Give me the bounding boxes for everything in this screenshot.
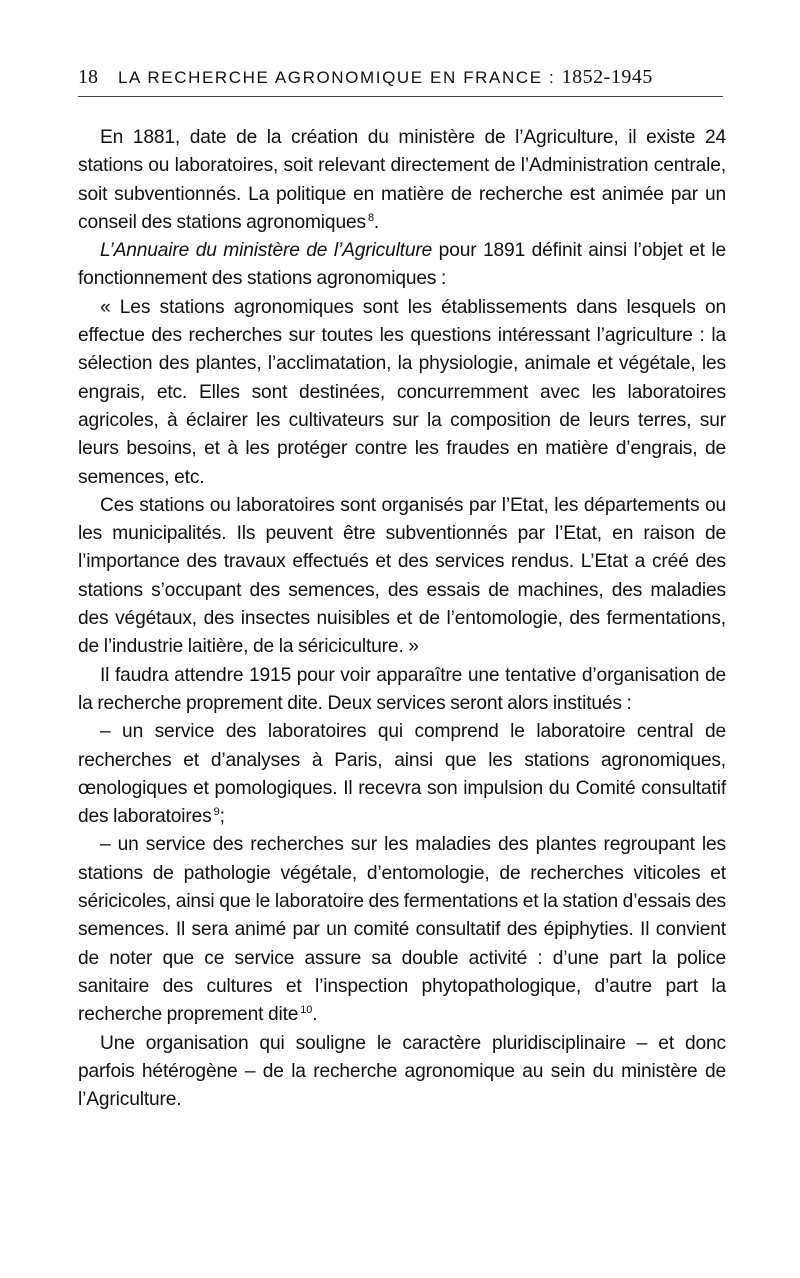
paragraph-1-text: En 1881, date de la création du ministère de l’Agriculture, il existe 24 stations ou laboratoires, soit relevant directement de l’Administration centrale, soit subventionnés. La politique en matière de recherche est animée par un conseil des stations agronomiques: [78, 127, 726, 233]
paragraph-1-end: .: [373, 211, 380, 233]
running-head-title-text: LA RECHERCHE AGRONOMIQUE EN FRANCE :: [118, 68, 562, 87]
paragraph-4-text: Ces stations ou laboratoires sont organisés par l’Etat, les départements ou les municipalités. Ils peuvent être subventionnés par l’Etat, en raison de l’importance des travaux effectués et des services rendus. L’Etat a créé des stations s’occupant des semences, des essais de machines, des maladies des végétaux, des insectes nuisibles et de l’entomologie, des fermentations, de l’industrie laitière, de la sériciculture. »: [78, 494, 726, 658]
footnote-ref-10[interactable]: 10: [300, 1004, 313, 1017]
paragraph-3-quote: [78, 294, 726, 492]
list-item-service-recherches: [78, 831, 726, 1029]
paragraph-5: [78, 662, 726, 719]
paragraph-7-text: – un service des recherches sur les maladies des plantes regroupant les stations de pathologie végétale, d’entomologie, de recherches viticoles et séricicoles, ainsi que le laboratoire des fermentations et la station d’essais des semences. Il sera animé par un comité consultatif des épiphyties. Il convient de noter que ce service assure sa double activité : d’une part la police sanitaire des cultures et l’inspection phytopathologique, d’autre part la recherche proprement dite: [78, 834, 726, 1026]
list-item-service-laboratoires: [78, 718, 726, 831]
paragraph-8: [78, 1030, 726, 1115]
paragraph-2: [78, 237, 726, 294]
paragraph-3-text: « Les stations agronomiques sont les établissements dans lesquels on effectue des recherches sur toutes les questions intéressant l’agriculture : la sélection des plantes, l’acclimatation, la physiologie, animale et végétale, les engrais, etc. Elles sont destinées, concurremment avec les laboratoires agricoles, à éclairer les cultivateurs sur la composition de leurs terres, sur leurs besoins, et à les protéger contre les fraudes en matière d’engrais, de semences, etc.: [78, 296, 726, 488]
footnote-ref-8[interactable]: 8: [367, 211, 374, 224]
paragraph-6-end: ;: [219, 806, 225, 828]
paragraph-1: [78, 124, 726, 237]
paragraph-2-text: pour 1891 définit ainsi l’objet et le fonctionnement des stations agronomiques :: [78, 240, 727, 290]
running-head-title: [118, 66, 653, 89]
paragraph-2-italic-title: L’Annuaire du ministère de l’Agriculture: [100, 240, 433, 262]
paragraph-7-end: .: [312, 1004, 318, 1026]
page-number: 18: [78, 66, 98, 88]
footnote-ref-9[interactable]: 9: [213, 806, 220, 819]
running-head: [78, 66, 726, 88]
paragraph-8-text: Une organisation qui souligne le caractère pluridisciplinaire – et donc parfois hétérogène – de la recherche agronomique au sein du ministère de l’Agriculture.: [78, 1032, 726, 1111]
running-head-years: 1852-1945: [561, 66, 653, 88]
body-text: [78, 124, 726, 1114]
paragraph-6-text: – un service des laboratoires qui comprend le laboratoire central de recherches et d’analyses à Paris, ainsi que les stations agronomiques, œnologiques et pomologiques. Il recevra son impulsion du Comité consultatif des laboratoires: [78, 721, 726, 828]
header-rule-divider: [78, 96, 723, 97]
paragraph-5-text: Il faudra attendre 1915 pour voir apparaître une tentative d’organisation de la recherche proprement dite. Deux services seront alors institués :: [78, 664, 726, 714]
paragraph-4-quote: [78, 492, 726, 662]
